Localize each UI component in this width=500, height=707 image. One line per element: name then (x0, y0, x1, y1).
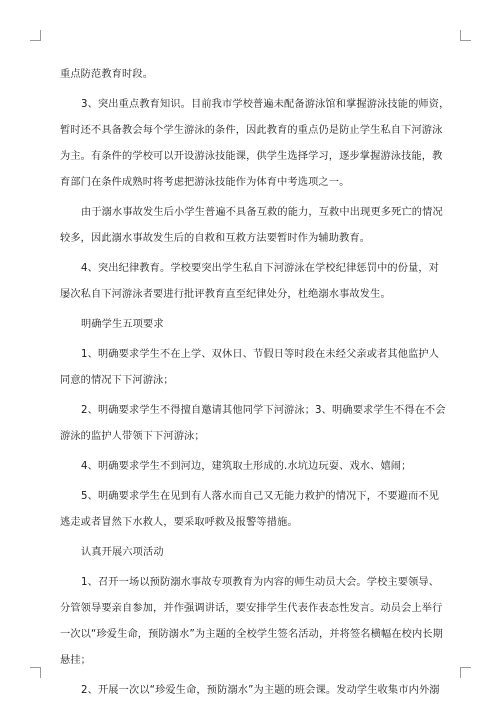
paragraph (0, 540, 500, 566)
paragraph (0, 92, 500, 196)
crop-mark-top-left (30, 30, 41, 41)
paragraph-line: 2、开展一次以“珍爱生命，预防溺水”为主题的班会课。发动学生收集市内外溺 (81, 685, 440, 696)
paragraph-line: 1、召开一场以预防溺水事故专项教育为内容的师生动员大会。学校主要领导、 (81, 577, 440, 588)
paragraph-line: 育部门在条件成熟时将考虑把游泳技能作为体育中考选项之一。 (60, 177, 350, 188)
paragraph-line: 游泳的监护人带领下下河游泳； (60, 431, 205, 442)
paragraph-line: 认真开展六项活动 (81, 547, 164, 558)
paragraph-line: 较多，因此溺水事故发生后的自救和互救方法要暂时作为辅助教育。 (60, 233, 371, 244)
paragraph (0, 256, 500, 308)
paragraph-line: 2、明确要求学生不得擅自邀请其他同学下河游泳；3、明确要求学生不得在不会 (81, 405, 446, 416)
paragraph-line: 暂时还不具备教会每个学生游泳的条件，因此教育的重点仍是防止学生私自下河游泳 (60, 125, 443, 136)
paragraph-line: 4、明确要求学生不到河边，建筑取土形成的.水坑边玩耍、戏水、嬉闹； (81, 461, 412, 472)
paragraph-line: 为主。有条件的学校可以开设游泳技能课，供学生选择学习，逐步掌握游泳技能，教 (60, 151, 443, 162)
paragraph-line: 悬挂； (60, 655, 92, 666)
paragraph-line: 重点防范教育时段。 (60, 69, 154, 80)
paragraph-line: 3、突出重点教育知识。目前我市学校普遍未配备游泳馆和掌握游泳技能的师资， (81, 99, 450, 110)
paragraph (0, 570, 500, 674)
paragraph-line: 屡次私自下河游泳者要进行批评教育直至纪律处分，杜绝溺水事故发生。 (60, 289, 391, 300)
paragraph (0, 200, 500, 252)
paragraph-line: 同意的情况下下河游泳； (60, 375, 174, 386)
paragraph (0, 454, 500, 480)
paragraph-line: 分管领导要亲自参加，并作强调讲话，要安排学生代表作表态性发言。动员会上举行 (60, 603, 443, 614)
paragraph (0, 312, 500, 338)
crop-mark-top-right (460, 30, 471, 41)
paragraph (0, 484, 500, 536)
paragraph (0, 678, 500, 704)
paragraph-line: 1、明确要求学生不在上学、双休日、节假日等时段在未经父亲或者其他监护人 (81, 349, 440, 360)
paragraph-line: 明确学生五项要求 (81, 319, 164, 330)
paragraph (0, 398, 500, 450)
paragraph-line: 由于溺水事故发生后小学生普遍不具备互救的能力，互救中出现更多死亡的情况 (81, 207, 443, 218)
paragraph-line: 逃走或者冒然下水救人，要采取呼救及报警等措施。 (60, 517, 298, 528)
paragraph-line: 4、突出纪律教育。学校要突出学生私自下河游泳在学校纪律惩罚中的份量，对 (81, 263, 440, 274)
paragraph (0, 62, 500, 88)
paragraph-line: 一次以“珍爱生命，预防溺水”为主题的全校学生签名活动，并将签名横幅在校内长期 (60, 629, 444, 640)
document-body (0, 62, 500, 704)
paragraph (0, 342, 500, 394)
paragraph-line: 5、明确要求学生在见到有人落水而自己又无能力救护的情况下，不要避而不见 (81, 491, 440, 502)
